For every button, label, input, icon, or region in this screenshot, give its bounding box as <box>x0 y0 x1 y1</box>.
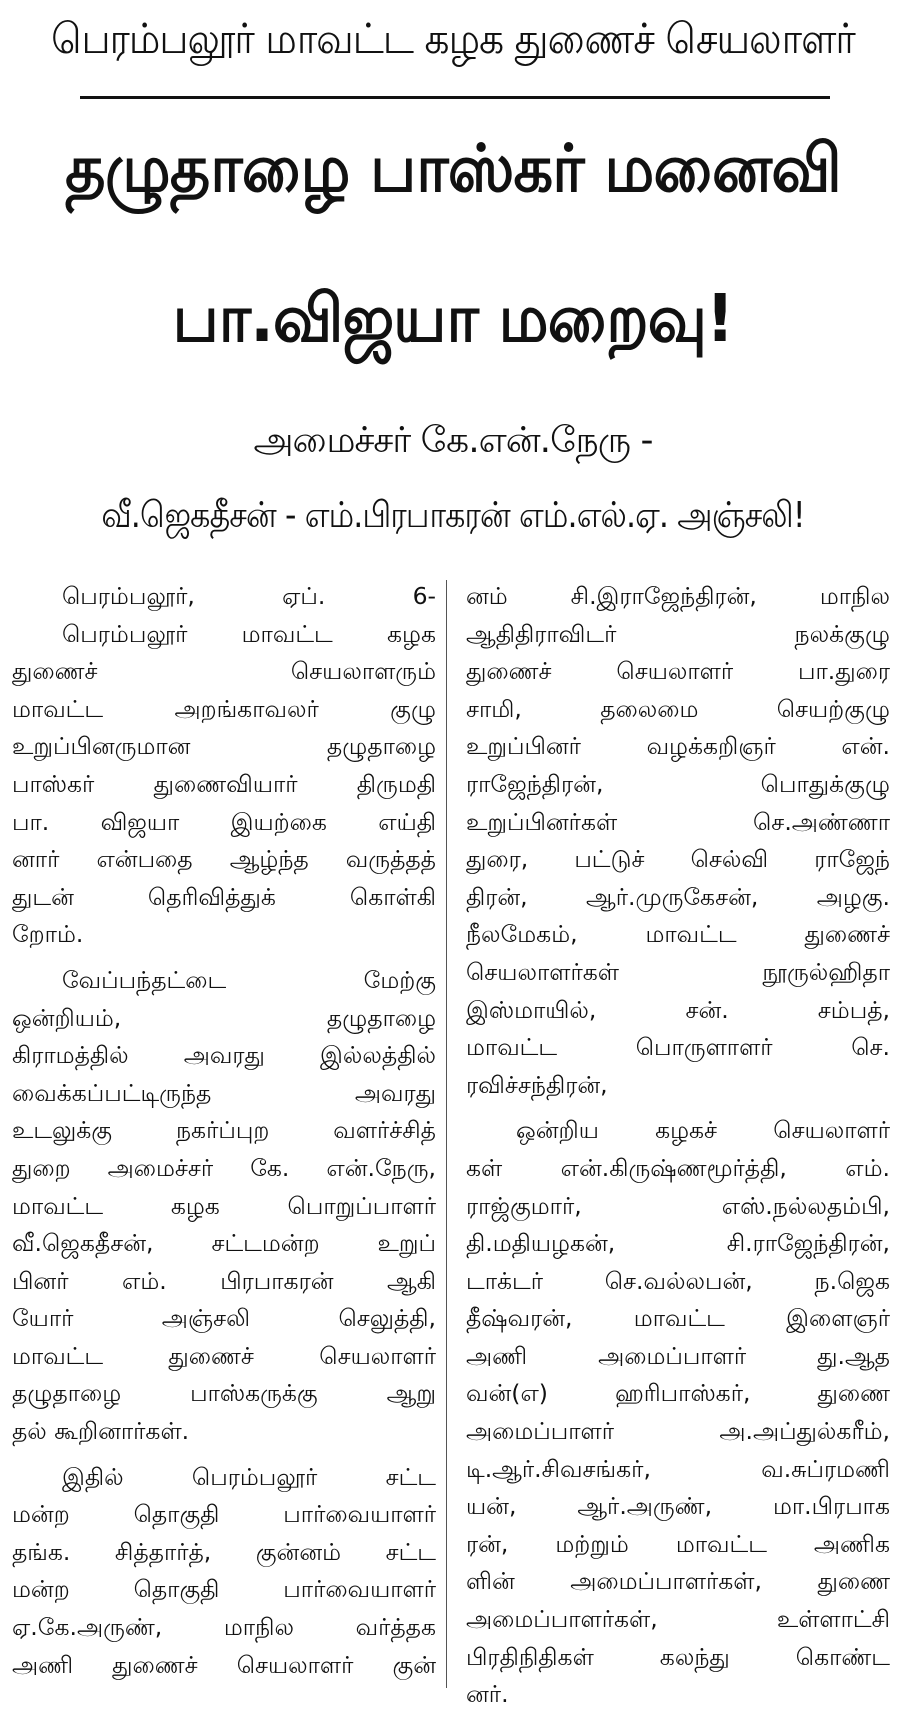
headline-line-1: தழுதாழை பாஸ்கர் மனைவி <box>65 130 841 207</box>
article-line: பினர் எம். பிரபாகரன் ஆகி <box>12 1266 436 1295</box>
headline-line-2: பா.விஜயா மறைவு! <box>172 280 734 357</box>
article-line: ரன், மற்றும் மாவட்ட அணிக <box>466 1529 890 1558</box>
article-line: இஸ்மாயில், சன். சம்பத், <box>466 995 890 1024</box>
article-line: னம் சி.இராஜேந்திரன், மாநில <box>466 582 890 610</box>
article-line: துரை, பட்டுச் செல்வி ராஜேந் <box>466 845 890 874</box>
article-line: வன்(எ) ஹரிபாஸ்கர், துணை <box>466 1379 890 1408</box>
article-line: துறை அமைச்சர் கே. என்.நேரு, <box>12 1153 436 1182</box>
article-line: தீஷ்வரன், மாவட்ட இளைஞர் <box>466 1304 890 1333</box>
article-line: அணி துணைச் செயலாளர் குன் <box>12 1650 436 1679</box>
article-line: அணி அமைப்பாளர் து.ஆத <box>466 1341 890 1370</box>
article-line: செயலாளர்கள் நூருல்ஹிதா <box>466 957 890 986</box>
article-line: துணைச் செயலாளர் பா.துரை <box>466 657 890 686</box>
article-line: ஆதிதிராவிடர் நலக்குழு <box>466 619 890 648</box>
article-line: பெரம்பலூர், ஏப். 6- <box>62 582 436 610</box>
article-line: ரவிச்சந்திரன், <box>466 1070 608 1099</box>
article-line: னர். <box>466 1680 509 1709</box>
column-divider <box>446 580 447 1688</box>
article-line: தல் கூறினார்கள். <box>12 1417 190 1446</box>
subheadline-line-1: அமைச்சர் கே.என்.நேரு - <box>253 420 653 461</box>
article-line: வீ.ஜெகதீசன், சட்டமன்ற உறுப் <box>12 1229 436 1258</box>
article-line: மாவட்ட கழக பொறுப்பாளர் <box>12 1191 436 1220</box>
article-line: உறுப்பினர்கள் செ.அண்ணா <box>466 807 890 836</box>
article-line: அமைப்பாளர்கள், உள்ளாட்சி <box>466 1605 890 1634</box>
article-line: ஒன்றிய கழகச் செயலாளர் <box>516 1116 890 1145</box>
article-line: உறுப்பினருமான தழுதாழை <box>12 732 436 761</box>
article-line: மாவட்ட துணைச் செயலாளர் <box>12 1341 436 1370</box>
article-line: ராஜேந்திரன், பொதுக்குழு <box>466 769 890 798</box>
article-line: சாமி, தலைமை செயற்குழு <box>466 694 890 723</box>
article-line: துடன் தெரிவித்துக் கொள்கி <box>12 882 436 911</box>
article-line: மாவட்ட அறங்காவலர் குழு <box>12 694 436 723</box>
article-line: உடலுக்கு நகர்ப்புற வளர்ச்சித் <box>12 1116 436 1145</box>
article-line: நீலமேகம், மாவட்ட துணைச் <box>466 920 890 949</box>
article-line: பெரம்பலூர் மாவட்ட கழக <box>62 619 436 648</box>
article-line: பா. விஜயா இயற்கை எய்தி <box>12 807 436 836</box>
article-line: ஏ.கே.அருண், மாநில வர்த்தக <box>12 1613 436 1642</box>
article-line: யன், ஆர்.அருண், மா.பிரபாக <box>466 1492 890 1521</box>
article-line: மன்ற தொகுதி பார்வையாளர் <box>12 1500 436 1529</box>
article-line: ஒன்றியம், தழுதாழை <box>12 1003 436 1032</box>
article-line: டி.ஆர்.சிவசங்கர், வ.சுப்ரமணி <box>466 1454 890 1483</box>
article-line: அமைப்பாளர் அ.அப்துல்கரீம், <box>466 1417 890 1446</box>
article-line: யோர் அஞ்சலி செலுத்தி, <box>12 1304 436 1333</box>
article-line: டாக்டர் செ.வல்லபன், ந.ஜெக <box>466 1266 890 1295</box>
article-line: தி.மதியழகன், சி.ராஜேந்திரன், <box>466 1229 890 1258</box>
kicker-heading: பெரம்பலூர் மாவட்ட கழக துணைச் செயலாளர் <box>51 13 855 63</box>
article-line: ராஜ்குமார், எஸ்.நல்லதம்பி, <box>466 1191 890 1220</box>
article-line: றோம். <box>12 920 84 949</box>
article-line: உறுப்பினர் வழக்கறிஞர் என். <box>466 732 890 761</box>
article-line: வைக்கப்பட்டிருந்த அவரது <box>12 1078 436 1107</box>
article-line: மன்ற தொகுதி பார்வையாளர் <box>12 1575 436 1604</box>
article-line: கிராமத்தில் அவரது இல்லத்தில் <box>12 1041 436 1070</box>
article-line: னார் என்பதை ஆழ்ந்த வருத்தத் <box>12 845 436 874</box>
article-line: மாவட்ட பொருளாளர் செ. <box>466 1033 890 1062</box>
article-line: வேப்பந்தட்டை மேற்கு <box>62 965 436 994</box>
article-line: பிரதிநிதிகள் கலந்து கொண்ட <box>466 1642 890 1671</box>
article-line: தழுதாழை பாஸ்கருக்கு ஆறு <box>12 1379 436 1408</box>
article-column-right <box>466 578 890 1714</box>
article-line: இதில் பெரம்பலூர் சட்ட <box>62 1462 436 1491</box>
subheadline-line-2: வீ.ஜெகதீசன் - எம்.பிரபாகரன் எம்.எல்.ஏ. அஞ்சலி! <box>101 495 805 536</box>
article-line: பாஸ்கர் துணைவியார் திருமதி <box>12 769 436 798</box>
article-line: துணைச் செயலாளரும் <box>12 657 436 686</box>
article-column-left <box>12 578 436 1684</box>
article-line: திரன், ஆர்.முருகேசன், அழகு. <box>466 882 890 911</box>
article-line: ளின் அமைப்பாளர்கள், துணை <box>466 1567 890 1596</box>
article-line: கள் என்.கிருஷ்ணமூர்த்தி, எம். <box>466 1153 890 1182</box>
article-line: தங்க. சித்தார்த், குன்னம் சட்ட <box>12 1537 436 1566</box>
kicker-rule <box>80 96 830 99</box>
